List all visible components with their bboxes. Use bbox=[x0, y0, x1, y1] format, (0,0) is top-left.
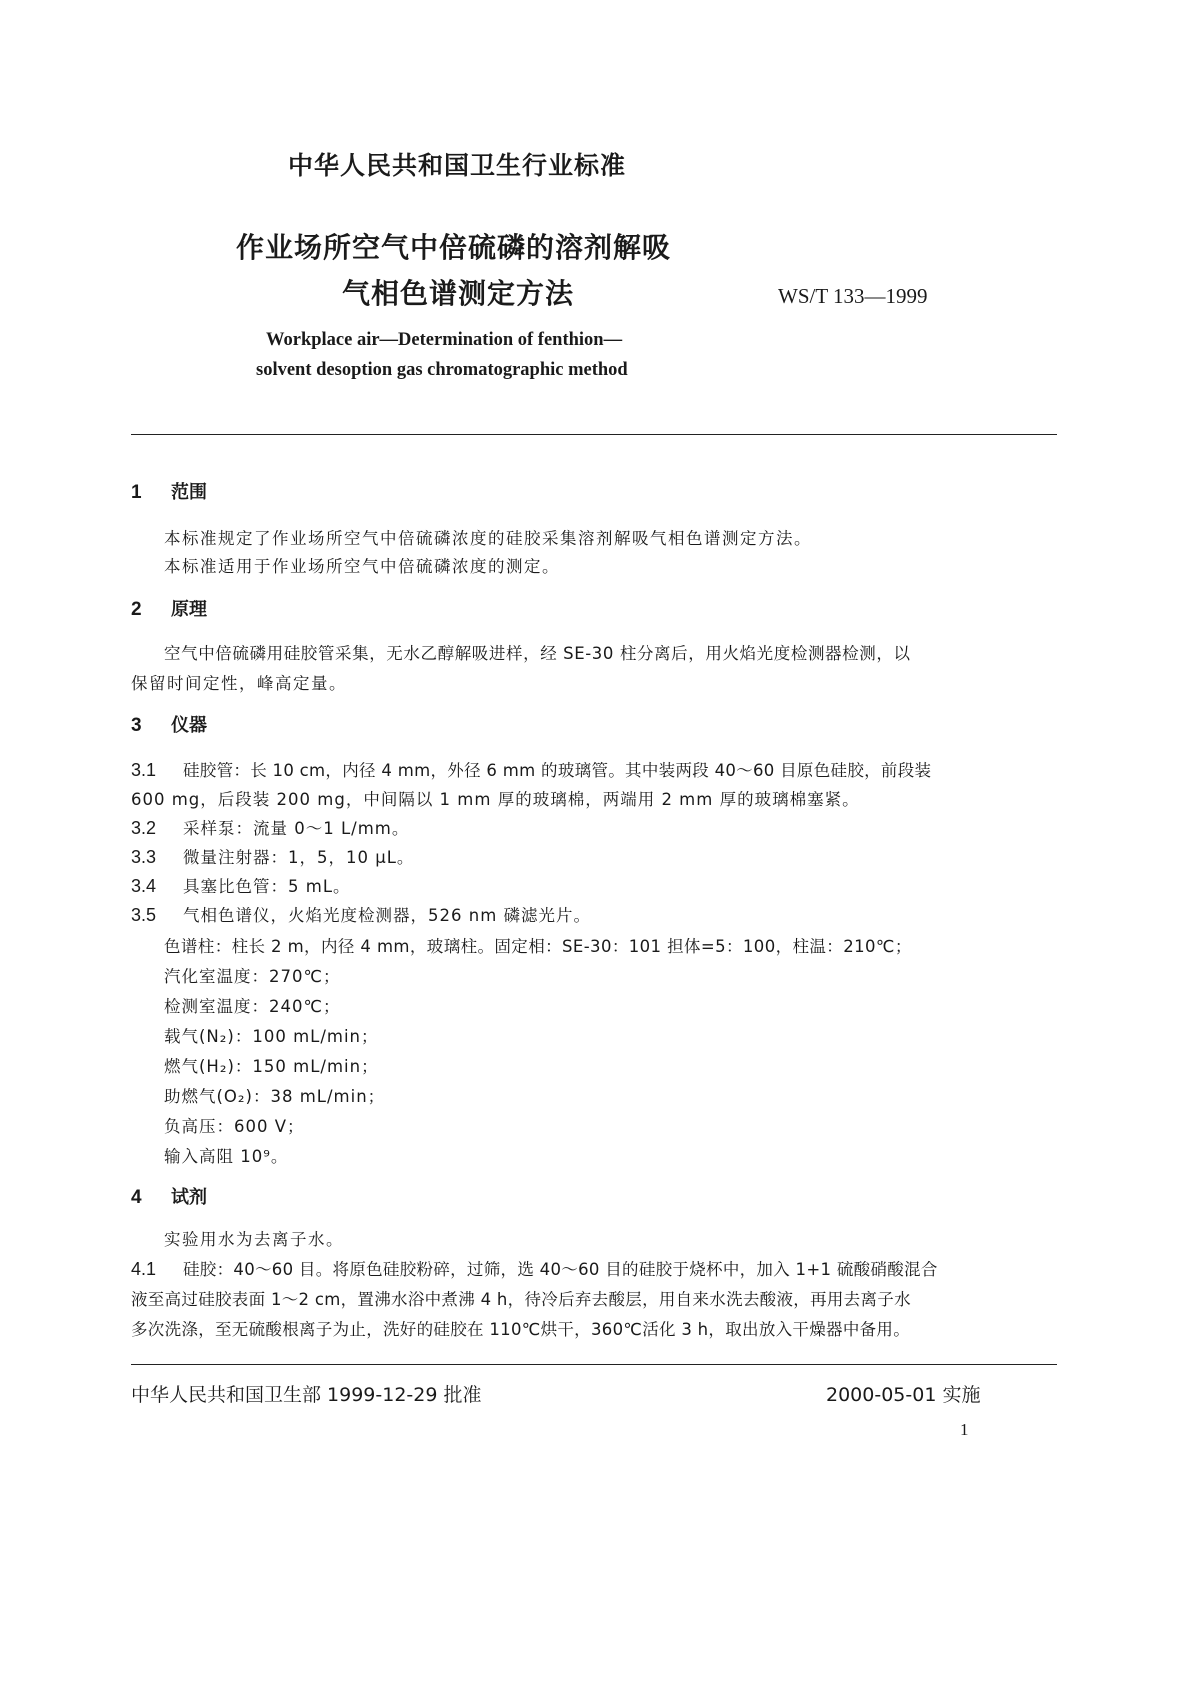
section-1-heading bbox=[131, 478, 207, 504]
section-2-heading bbox=[131, 595, 207, 621]
section-4-paragraph: 实验用水为去离子水。 bbox=[164, 1230, 344, 1249]
section-3-number: 3 bbox=[131, 715, 142, 736]
english-title-line-2: solvent desoption gas chromatographic method bbox=[256, 360, 628, 380]
item-3-1-number: 3.1 bbox=[131, 760, 157, 780]
title-line-1: 作业场所空气中倍硫磷的溶剂解吸 bbox=[236, 231, 672, 264]
item-3-5-number: 3.5 bbox=[131, 905, 157, 925]
effective-date: 2000-05-01 实施 bbox=[826, 1384, 981, 1406]
detector-temp: 检测室温度：240℃； bbox=[164, 997, 341, 1016]
item-4-1-number: 4.1 bbox=[131, 1259, 157, 1279]
combustion-support-gas: 助燃气(O₂)：38 mL/min； bbox=[164, 1087, 386, 1106]
english-title-line-1: Workplace air—Determination of fenthion— bbox=[266, 330, 623, 350]
carrier-gas: 载气(N₂)：100 mL/min； bbox=[164, 1027, 379, 1046]
section-4-title: 试剂 bbox=[171, 1187, 207, 1208]
item-3-4 bbox=[131, 873, 351, 897]
section-2-paragraph-line-1: 空气中倍硫磷用硅胶管采集，无水乙醇解吸进样，经 SE-30 柱分离后，用火焰光度检测器检测，以 bbox=[164, 644, 911, 663]
standard-code: WS/T 133—1999 bbox=[778, 284, 928, 308]
section-1-paragraph-1: 本标准规定了作业场所空气中倍硫磷浓度的硅胶采集溶剂解吸气相色谱测定方法。 bbox=[164, 529, 812, 548]
fuel-gas: 燃气(H₂)：150 mL/min； bbox=[164, 1057, 379, 1076]
negative-high-voltage: 负高压：600 V； bbox=[164, 1117, 305, 1136]
section-4-number: 4 bbox=[131, 1187, 142, 1208]
section-3-heading bbox=[131, 711, 207, 737]
section-1-number: 1 bbox=[131, 482, 142, 503]
item-3-5 bbox=[131, 902, 591, 926]
section-2-paragraph-line-2: 保留时间定性，峰高定量。 bbox=[131, 674, 347, 693]
column-spec: 色谱柱：柱长 2 m，内径 4 mm，玻璃柱。固定相：SE-30：101 担体=5：100，柱温：210℃； bbox=[164, 937, 912, 956]
footer-rule bbox=[131, 1364, 1057, 1365]
item-3-2 bbox=[131, 815, 409, 839]
item-3-2-number: 3.2 bbox=[131, 818, 157, 838]
item-3-4-number: 3.4 bbox=[131, 876, 157, 896]
item-4-1-line-1 bbox=[131, 1256, 938, 1280]
item-4-1-line-2: 液至高过硅胶表面 1～2 cm，置沸水浴中煮沸 4 h，待冷后弃去酸层，用自来水洗去酸液，再用去离子水 bbox=[131, 1290, 911, 1309]
section-1-title: 范围 bbox=[171, 482, 207, 503]
section-2-number: 2 bbox=[131, 599, 142, 620]
item-4-1-text: 硅胶：40～60 目。将原色硅胶粉碎，过筛，选 40～60 目的硅胶于烧杯中，加入 1+1 硫酸硝酸混合 bbox=[183, 1260, 938, 1279]
section-4-heading bbox=[131, 1183, 207, 1209]
item-3-2-text: 采样泵：流量 0～1 L/mm。 bbox=[183, 819, 410, 838]
title-line-2: 气相色谱测定方法 bbox=[342, 277, 575, 310]
item-3-5-text: 气相色谱仪，火焰光度检测器，526 nm 磷滤光片。 bbox=[183, 906, 592, 925]
item-3-1-text: 硅胶管：长 10 cm，内径 4 mm，外径 6 mm 的玻璃管。其中装两段 40～60 目原色硅胶，前段装 bbox=[183, 761, 932, 780]
vaporizer-temp: 汽化室温度：270℃； bbox=[164, 967, 341, 986]
input-resistance: 输入高阻 10⁹。 bbox=[164, 1147, 289, 1166]
item-4-1-line-3: 多次洗涤，至无硫酸根离子为止，洗好的硅胶在 110℃烘干，360℃活化 3 h，取出放入干燥器中备用。 bbox=[131, 1320, 911, 1339]
section-3-title: 仪器 bbox=[171, 715, 207, 736]
section-1-paragraph-2: 本标准适用于作业场所空气中倍硫磷浓度的测定。 bbox=[164, 557, 560, 576]
page-number: 1 bbox=[960, 1420, 969, 1439]
section-2-title: 原理 bbox=[171, 599, 207, 620]
item-3-3-text: 微量注射器：1，5，10 μL。 bbox=[183, 848, 415, 867]
standard-type-heading: 中华人民共和国卫生行业标准 bbox=[288, 151, 627, 180]
item-3-4-text: 具塞比色管：5 mL。 bbox=[183, 877, 351, 896]
header-rule bbox=[131, 434, 1057, 435]
item-3-1-line-2: 600 mg，后段装 200 mg，中间隔以 1 mm 厚的玻璃棉，两端用 2 mm 厚的玻璃棉塞紧。 bbox=[131, 790, 860, 809]
item-3-3 bbox=[131, 844, 414, 868]
item-3-1-line-1 bbox=[131, 757, 931, 781]
item-3-3-number: 3.3 bbox=[131, 847, 157, 867]
approval-line: 中华人民共和国卫生部 1999-12-29 批准 bbox=[131, 1384, 482, 1406]
